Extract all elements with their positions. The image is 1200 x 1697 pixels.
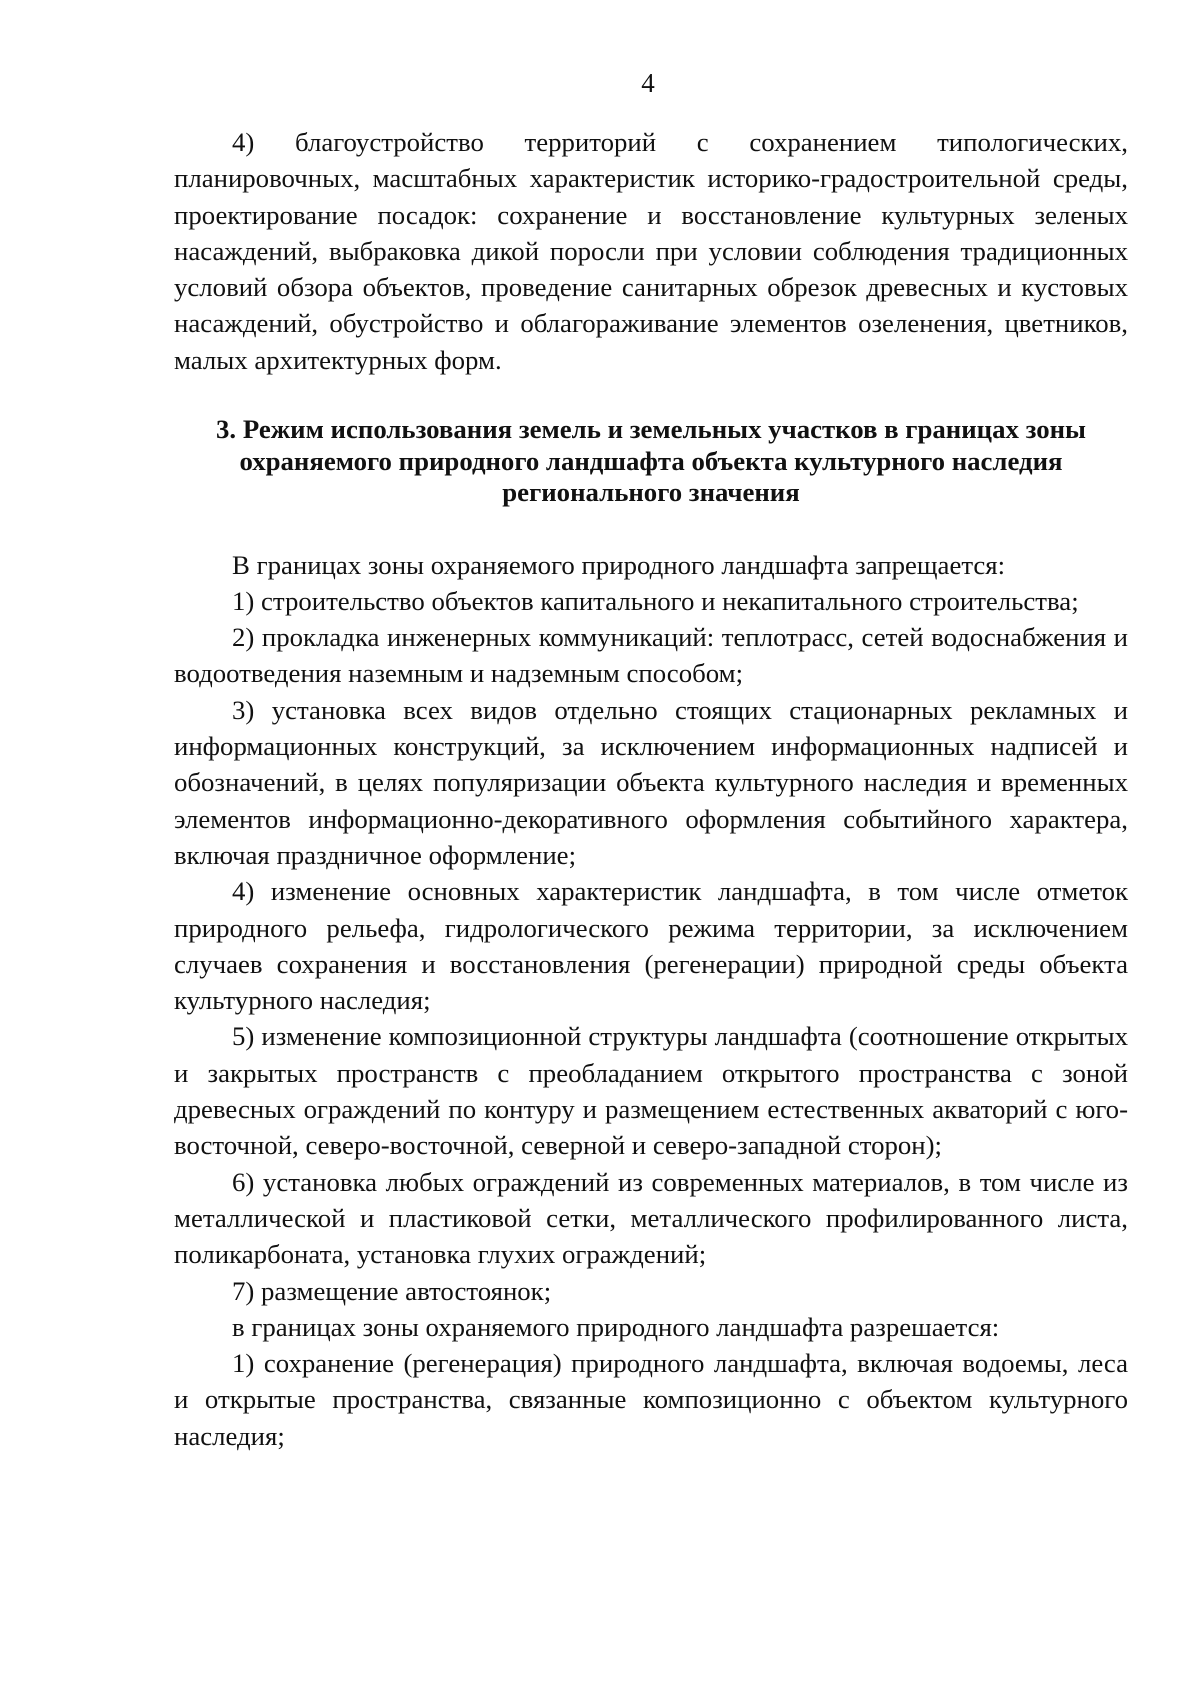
- paragraph-allowed-item-1: 1) сохранение (регенерация) природного ландшафта, включая водоемы, леса и открытые пространства, связанные композиционно с объектом культурного наследия;: [174, 1348, 1128, 1451]
- paragraph-prohibited-item-4: 4) изменение основных характеристик ландшафта, в том числе отметок природного рельефа, гидрологического режима территории, за исключением случаев сохранения и восстановления (регенерации) природной среды объекта культурного наследия;: [174, 876, 1128, 1016]
- paragraph-prohibited-item-3: 3) установка всех видов отдельно стоящих стационарных рекламных и информационных конструкций, за исключением информационных надписей и обозначений, в целях популяризации объекта культурного наследия и временных элементов информационно-декоративного оформления событийного характера, включая праздничное оформление;: [174, 694, 1128, 870]
- paragraph-prohibited-intro: В границах зоны охраняемого природного ландшафта запрещается:: [232, 549, 1006, 580]
- paragraph-prohibited-item-7: 7) размещение автостоянок;: [232, 1275, 552, 1306]
- section-heading-line-3: регионального значения: [502, 477, 800, 508]
- section-heading-line-2: охраняемого природного ландшафта объекта культурного наследия: [239, 445, 1063, 476]
- document-body: [174, 124, 1128, 1454]
- paragraph-prohibited-item-6: 6) установка любых ограждений из современных материалов, в том числе из металлической и пластиковой сетки, металлического профилированного листа, поликарбоната, установка глухих ограждений;: [174, 1166, 1128, 1270]
- intro-paragraph: 4) благоустройство территорий с сохранением типологических, планировочных, масштабных характеристик историко-градостроительной среды, проектирование посадок: сохранение и восстановление культурных зеленых насаждений, выбраковка дикой поросли при условии соблюдения традиционных условий обзора объектов, проведение санитарных обрезок древесных и кустовых насаждений, обустройство и облагораживание элементов озеленения, цветников, малых архитектурных форм.: [174, 127, 1128, 375]
- section-heading-line-1: 3. Режим использования земель и земельных участков в границах зоны: [216, 414, 1086, 445]
- paragraph-prohibited-item-5: 5) изменение композиционной структуры ландшафта (соотношение открытых и закрытых пространств с преобладанием открытого пространства с зоной древесных ограждений по контуру и размещением естественных акваторий с юго-восточной, северо-восточной, северной и северо-западной сторон);: [174, 1021, 1128, 1161]
- page-number: 4: [641, 68, 655, 98]
- section-heading: [174, 414, 1128, 509]
- paragraph-allowed-intro: в границах зоны охраняемого природного ландшафта разрешается:: [232, 1311, 1000, 1342]
- paragraph-prohibited-item-2: 2) прокладка инженерных коммуникаций: теплотрасс, сетей водоснабжения и водоотведения наземным и надземным способом;: [174, 622, 1128, 689]
- paragraph-prohibited-item-1: 1) строительство объектов капитального и некапитального строительства;: [232, 585, 1079, 616]
